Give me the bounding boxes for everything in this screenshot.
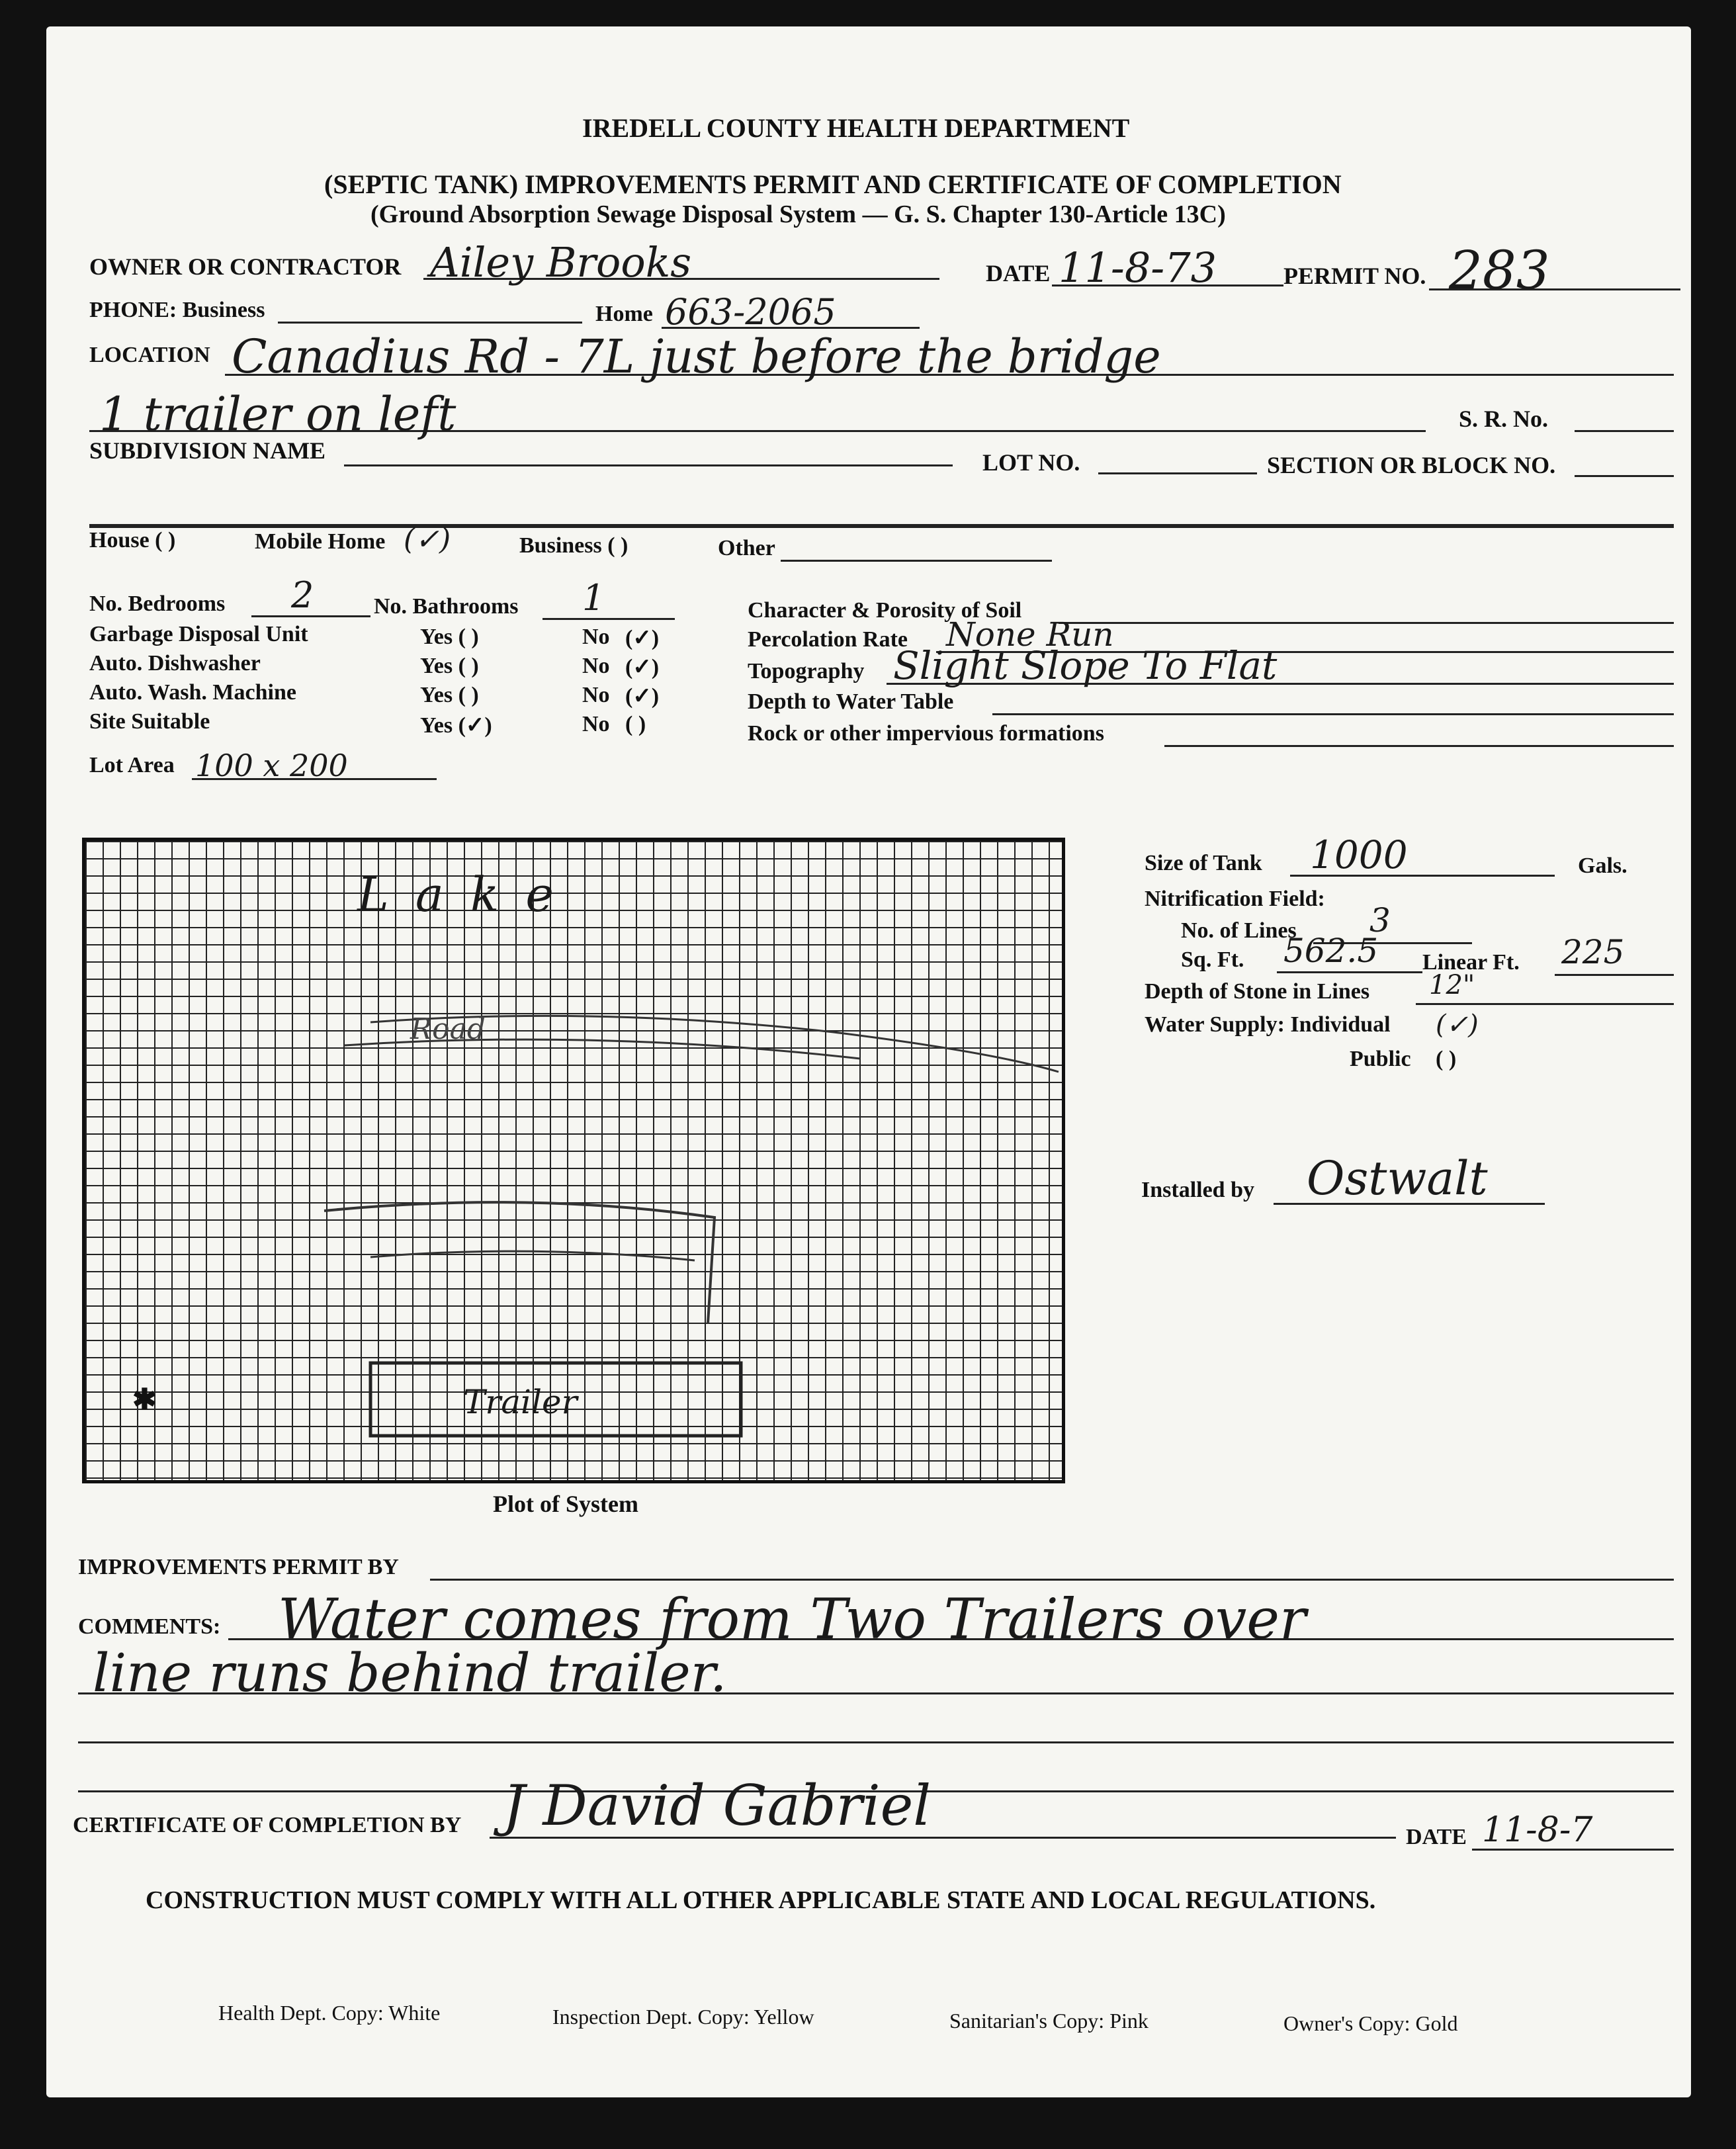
plot-caption: Plot of System — [493, 1491, 638, 1517]
improvements-line — [430, 1579, 1674, 1581]
feature-no-mark: (✓) — [625, 684, 660, 709]
plot-lake-label: Lake — [357, 867, 580, 922]
lot-area-value: 100 x 200 — [195, 748, 348, 783]
copy-distribution: Owner's Copy: Gold — [1283, 2011, 1458, 2035]
lines-label: No. of Lines — [1181, 918, 1297, 943]
permit-value: 283 — [1449, 240, 1550, 301]
feature-no: No — [582, 712, 610, 736]
permit-label: PERMIT NO. — [1283, 263, 1426, 289]
location-line-2-value: 1 trailer on left — [99, 387, 456, 441]
other-option: Other — [718, 536, 775, 560]
lot-no-line — [1098, 472, 1257, 474]
bathrooms-label: No. Bathrooms — [374, 594, 519, 619]
subdivision-line — [344, 464, 953, 466]
other-line — [781, 560, 1052, 562]
house-option: House ( ) — [89, 528, 176, 552]
section-line — [1575, 475, 1674, 477]
feature-no-mark: (✓) — [625, 655, 660, 680]
subdivision-label: SUBDIVISION NAME — [89, 437, 326, 464]
comments-line-1-value: Water comes from Two Trailers over — [278, 1587, 1307, 1651]
section-label: SECTION OR BLOCK NO. — [1267, 452, 1556, 478]
public-mark: ( ) — [1436, 1047, 1457, 1071]
feature-label: Site Suitable — [89, 709, 210, 734]
linear-ft-label: Linear Ft. — [1422, 950, 1520, 975]
sqft-line — [1277, 971, 1422, 973]
water-table-label: Depth to Water Table — [748, 689, 954, 714]
water-table-line — [992, 713, 1674, 715]
certificate-label: CERTIFICATE OF COMPLETION BY — [73, 1813, 462, 1837]
linear-ft-line — [1555, 974, 1674, 976]
location-line-1-value: Canadius Rd - 7L just before the bridge — [232, 329, 1161, 384]
business-option: Business ( ) — [519, 533, 629, 558]
phone-label: PHONE: Business — [89, 298, 265, 322]
stone-depth-value: 12" — [1429, 970, 1475, 1000]
feature-yes: Yes ( ) — [420, 654, 479, 678]
feature-no-mark: ( ) — [625, 712, 646, 736]
certificate-date-label: DATE — [1406, 1825, 1467, 1849]
bedrooms-value: 2 — [291, 574, 314, 616]
feature-no: No — [582, 625, 610, 649]
soil-character-label: Character & Porosity of Soil — [748, 598, 1022, 623]
mobile-home-option: Mobile Home — [255, 529, 386, 554]
phone-business-line — [278, 322, 582, 324]
individual-mark: (✓) — [1436, 1010, 1479, 1040]
topography-label: Topography — [748, 659, 865, 683]
feature-yes: Yes ( ) — [420, 683, 479, 707]
tank-size-label: Size of Tank — [1145, 851, 1262, 875]
date-value: 11-8-73 — [1059, 243, 1217, 292]
stone-depth-label: Depth of Stone in Lines — [1145, 979, 1370, 1004]
bedrooms-label: No. Bedrooms — [89, 592, 226, 616]
water-supply-label: Water Supply: Individual — [1145, 1012, 1391, 1037]
rock-line — [1164, 745, 1674, 747]
form-subtitle: (Ground Absorption Sewage Disposal System — G. S. Chapter 130-Article 13C) — [370, 200, 1226, 228]
feature-label: Garbage Disposal Unit — [89, 622, 308, 646]
feature-label: Auto. Wash. Machine — [89, 680, 296, 705]
lot-area-label: Lot Area — [89, 753, 175, 777]
plot-trailer-label: Trailer — [463, 1383, 578, 1421]
compliance-notice: CONSTRUCTION MUST COMPLY WITH ALL OTHER APPLICABLE STATE AND LOCAL REGULATIONS. — [146, 1886, 1376, 1914]
comments-label: COMMENTS: — [78, 1614, 221, 1639]
feature-label: Auto. Dishwasher — [89, 651, 261, 676]
comments-line-2-value: line runs behind trailer. — [93, 1642, 727, 1704]
section-divider — [89, 524, 1674, 528]
stone-depth-line — [1416, 1003, 1674, 1005]
certificate-signature: J David Gabriel — [503, 1773, 932, 1838]
mobile-home-check: (✓) — [404, 523, 451, 556]
public-label: Public — [1350, 1047, 1411, 1071]
feature-yes: Yes ( ) — [420, 625, 479, 649]
tank-gals-label: Gals. — [1578, 854, 1628, 878]
copy-distribution: Sanitarian's Copy: Pink — [949, 2009, 1149, 2033]
date-label: DATE — [986, 260, 1051, 286]
sqft-value: 562.5 — [1283, 932, 1379, 970]
nitrification-label: Nitrification Field: — [1145, 887, 1325, 911]
perc-rate-label: Percolation Rate — [748, 627, 908, 652]
lot-no-label: LOT NO. — [982, 449, 1080, 476]
bathrooms-line — [542, 618, 675, 620]
topography-value: Slight Slope To Flat — [893, 643, 1278, 688]
installed-by-label: Installed by — [1141, 1178, 1254, 1202]
perc-rate-value: None Run — [946, 615, 1114, 654]
sr-no-line — [1575, 430, 1674, 432]
owner-value: Ailey Brooks — [430, 238, 692, 286]
feature-no: No — [582, 654, 610, 678]
feature-no: No — [582, 683, 610, 707]
sqft-label: Sq. Ft. — [1181, 947, 1244, 972]
feature-no-mark: (✓) — [625, 626, 660, 650]
rock-label: Rock or other impervious formations — [748, 721, 1104, 746]
sr-no-label: S. R. No. — [1459, 406, 1549, 432]
plot-star-icon: ✱ — [132, 1383, 157, 1416]
tank-size-value: 1000 — [1310, 832, 1408, 877]
owner-label: OWNER OR CONTRACTOR — [89, 253, 402, 280]
copy-distribution: Inspection Dept. Copy: Yellow — [552, 2005, 814, 2029]
certificate-date-value: 11-8-7 — [1482, 1810, 1593, 1850]
lines-value: 3 — [1369, 901, 1391, 940]
soil-character-line — [1059, 622, 1674, 624]
comments-line-3 — [78, 1741, 1674, 1743]
linear-ft-value: 225 — [1561, 933, 1625, 971]
bathrooms-value: 1 — [582, 577, 605, 619]
location-label: LOCATION — [89, 343, 210, 367]
installed-by-value: Ostwalt — [1307, 1151, 1488, 1206]
plot-road-label: Road — [410, 1012, 486, 1046]
improvements-label: IMPROVEMENTS PERMIT BY — [78, 1555, 399, 1579]
feature-yes: Yes (✓) — [420, 713, 492, 738]
copy-distribution: Health Dept. Copy: White — [218, 2001, 441, 2025]
phone-home-label: Home — [595, 302, 653, 326]
form-title: (SEPTIC TANK) IMPROVEMENTS PERMIT AND CERTIFICATE OF COMPLETION — [324, 169, 1342, 199]
phone-home-value: 663-2065 — [665, 291, 836, 333]
department-title: IREDELL COUNTY HEALTH DEPARTMENT — [582, 113, 1130, 143]
